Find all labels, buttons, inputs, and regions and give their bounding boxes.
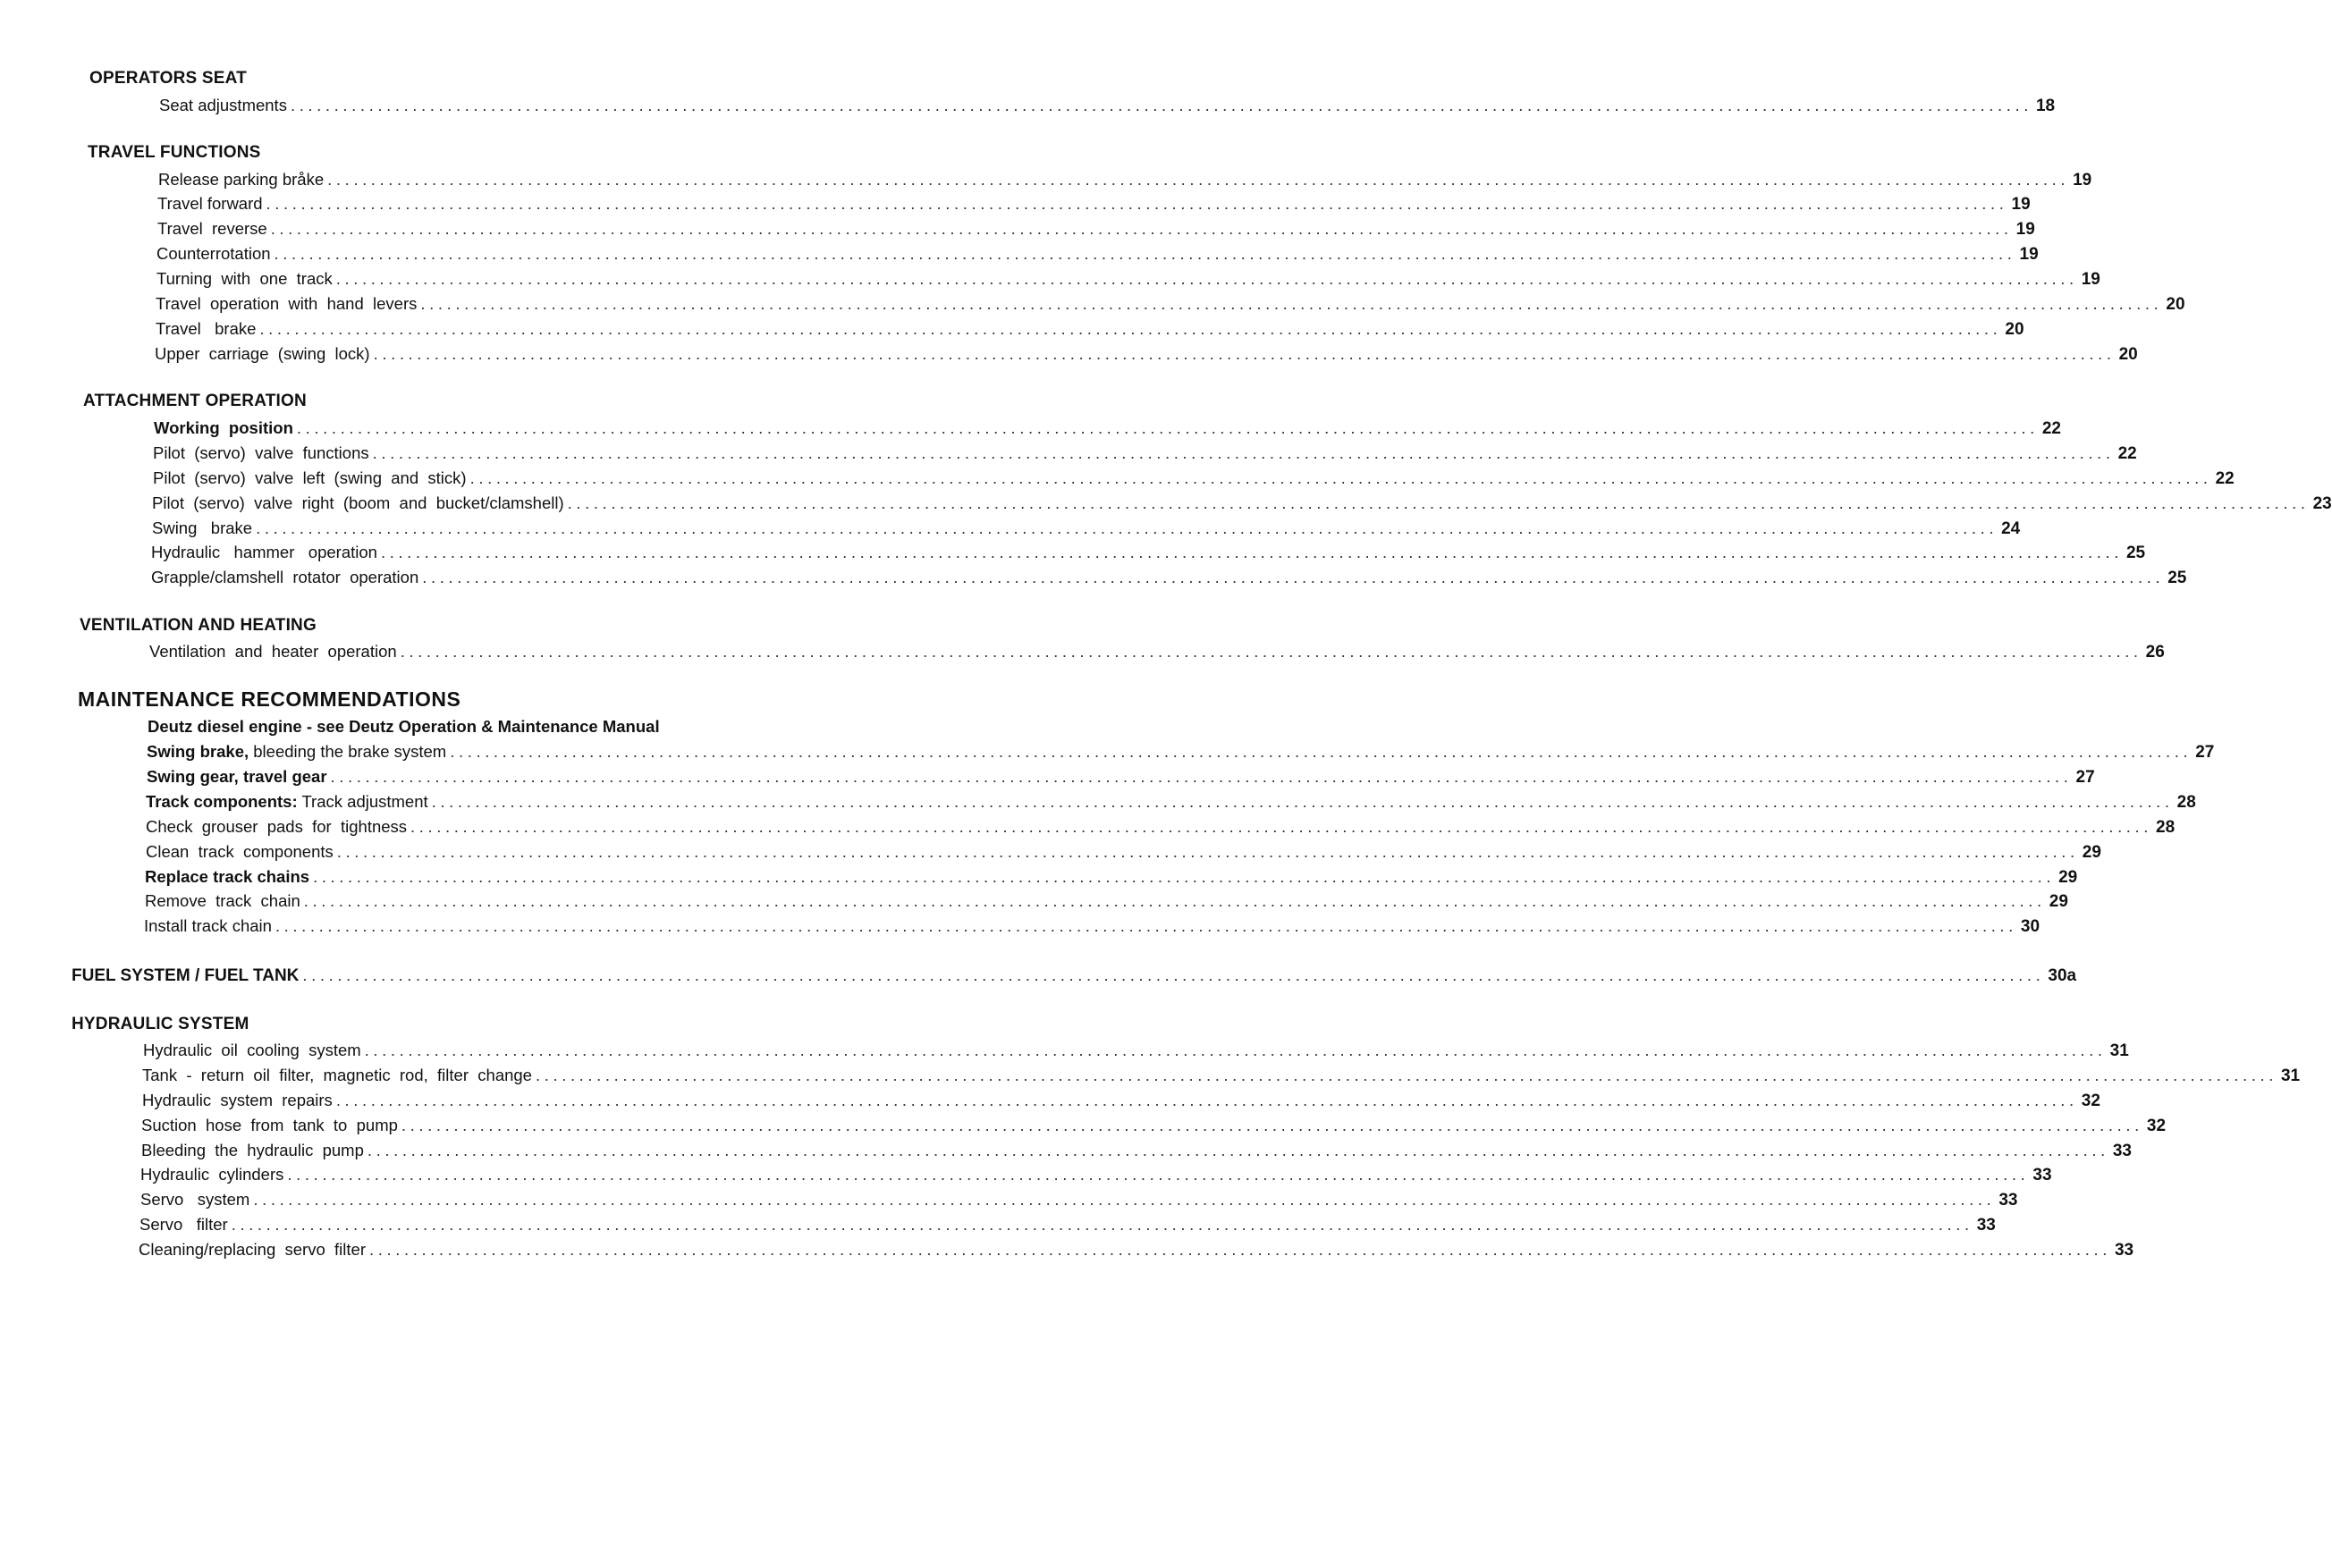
toc-entry[interactable] (152, 493, 2332, 515)
entry-page-number: 22 (2041, 419, 2061, 438)
toc-entry[interactable] (146, 792, 2196, 814)
entry-label: Hydraulic system repairs (142, 1091, 333, 1109)
toc-entry-fuel-system[interactable] (72, 965, 2077, 987)
deutz-manual-note: Deutz diesel engine - see Deutz Operation & Maintenance Manual (148, 717, 660, 736)
leader-dots: ........................................................................................................................................................................................................ (401, 1116, 2143, 1134)
leader-dots: ........................................................................................................................................................................................................ (259, 319, 2002, 338)
entry-label: Swing brake (152, 518, 253, 537)
toc-entry[interactable] (151, 568, 2187, 589)
entry-page-number: 30a (2048, 966, 2077, 985)
entry-page-number: 23 (2312, 494, 2332, 513)
toc-entry[interactable] (156, 319, 2024, 341)
leader-dots: ........................................................................................................................................................................................................ (253, 1190, 1996, 1209)
entry-page-number: 25 (2125, 544, 2146, 562)
leader-dots: ........................................................................................................................................................................................................ (266, 194, 2008, 213)
entry-label: Hydraulic oil cooling system (143, 1041, 361, 1059)
entry-page-number: 27 (2195, 743, 2215, 762)
section-heading-ventilation-heating: VENTILATION AND HEATING (80, 616, 317, 635)
toc-entry[interactable] (156, 269, 2100, 291)
entry-page-number: 19 (2015, 220, 2035, 239)
entry-label: Hydraulic cylinders (140, 1165, 284, 1184)
entry-page-number: 18 (2035, 97, 2056, 115)
toc-entry[interactable] (159, 96, 2056, 117)
leader-dots: ........................................................................................................................................................................................................ (302, 965, 2045, 984)
leader-dots: ........................................................................................................................................................................................................ (420, 294, 2163, 313)
toc-entry[interactable] (140, 1190, 2018, 1211)
leader-dots: ........................................................................................................................................................................................................ (336, 842, 2079, 861)
leader-dots: ........................................................................................................................................................................................................ (410, 817, 2153, 836)
leader-dots: ........................................................................................................................................................................................................ (275, 916, 2017, 935)
leader-dots: ........................................................................................................................................................................................................ (330, 767, 2073, 786)
entry-label: Tank - return oil filter, magnetic rod, filter change (142, 1066, 532, 1084)
entry-label: Hydraulic hammer operation (151, 543, 377, 561)
entry-page-number: 22 (2117, 444, 2137, 463)
leader-dots: ........................................................................................................................................................................................................ (369, 1240, 2111, 1259)
toc-entry[interactable] (158, 170, 2092, 191)
leader-dots: ........................................................................................................................................................................................................ (380, 543, 2123, 561)
toc-entry[interactable] (157, 219, 2035, 240)
entry-page-number: 25 (2167, 569, 2187, 587)
entry-label: Suction hose from tank to pump (141, 1116, 398, 1134)
leader-dots: ........................................................................................................................................................................................................ (303, 891, 2046, 910)
entry-label: Travel operation with hand levers (156, 294, 418, 313)
entry-label: Release parking bråke (158, 170, 325, 189)
leader-dots: ........................................................................................................................................................................................................ (400, 642, 2142, 661)
leader-dots: ........................................................................................................................................................................................................ (290, 96, 2032, 114)
entry-page-number: 29 (2082, 843, 2101, 862)
toc-entry[interactable] (146, 842, 2101, 864)
toc-entry[interactable] (140, 1165, 2052, 1186)
entry-page-number: 19 (2081, 270, 2100, 289)
entry-label-bold: Swing brake, (147, 742, 249, 761)
leader-dots: ........................................................................................................................................................................................................ (313, 867, 2056, 886)
entry-page-number: 19 (2073, 171, 2092, 190)
entry-page-number: 26 (2145, 643, 2165, 662)
leader-dots: ........................................................................................................................................................................................................ (274, 244, 2016, 263)
toc-entry[interactable] (152, 518, 2021, 540)
entry-page-number: 20 (2166, 295, 2185, 314)
toc-entry[interactable] (155, 344, 2138, 366)
entry-page-number: 31 (2109, 1041, 2129, 1060)
toc-entry[interactable] (139, 1215, 1996, 1236)
entry-label: Servo filter (139, 1215, 228, 1234)
entry-label (146, 792, 428, 812)
toc-entry[interactable] (141, 1116, 2167, 1137)
entry-label (147, 742, 446, 762)
entry-page-number: 20 (2118, 345, 2138, 364)
toc-entry[interactable] (146, 817, 2176, 839)
entry-label: Ventilation and heater operation (149, 642, 397, 661)
leader-dots: ........................................................................................................................................................................................................ (270, 219, 2013, 238)
toc-entry[interactable] (141, 1141, 2132, 1162)
toc-entry[interactable] (153, 443, 2137, 465)
entry-page-number: 27 (2075, 768, 2095, 787)
toc-entry[interactable] (145, 891, 2068, 913)
entry-label: Travel reverse (157, 219, 267, 238)
leader-dots: ........................................................................................................................................................................................................ (335, 1091, 2078, 1109)
leader-dots: ........................................................................................................................................................................................................ (256, 518, 1998, 537)
leader-dots: ........................................................................................................................................................................................................ (335, 269, 2078, 288)
entry-label-rest: Track adjustment (297, 792, 428, 811)
entry-page-number: 32 (2146, 1117, 2167, 1135)
entry-label: Seat adjustments (159, 96, 287, 114)
toc-entry[interactable] (153, 468, 2235, 490)
entry-label: Upper carriage (swing lock) (155, 344, 370, 363)
leader-dots: ........................................................................................................................................................................................................ (422, 568, 2165, 586)
entry-label-bold: Swing gear, travel gear (147, 767, 327, 786)
toc-entry[interactable] (144, 916, 2040, 938)
entry-page-number: 33 (2112, 1142, 2132, 1160)
toc-entry[interactable] (157, 194, 2031, 215)
toc-entry[interactable] (145, 867, 2078, 889)
leader-dots: ........................................................................................................................................................................................................ (367, 1141, 2109, 1159)
entry-page-number: 33 (2114, 1241, 2134, 1260)
entry-label: Pilot (servo) valve left (swing and stick) (153, 468, 467, 487)
entry-label: Cleaning/replacing servo filter (139, 1240, 366, 1259)
entry-label-bold: Track components: (146, 792, 298, 811)
section-heading-attachment-operation: ATTACHMENT OPERATION (83, 392, 307, 410)
entry-label: Remove track chain (145, 891, 300, 910)
entry-page-number: 20 (2005, 320, 2024, 339)
entry-page-number: 33 (2032, 1166, 2052, 1184)
entry-label: Clean track components (146, 842, 334, 861)
leader-dots: ........................................................................................................................................................................................................ (296, 418, 2039, 437)
entry-page-number: 33 (1998, 1191, 2018, 1210)
entry-page-number: 22 (2215, 469, 2235, 488)
entry-page-number: 33 (1976, 1216, 1996, 1235)
leader-dots: ........................................................................................................................................................................................................ (287, 1165, 2030, 1184)
entry-page-number: 29 (2058, 868, 2078, 887)
entry-label: Travel brake (156, 319, 257, 338)
entry-label: Counterrotation (156, 244, 271, 263)
entry-label: Check grouser pads for tightness (146, 817, 408, 836)
entry-label: Grapple/clamshell rotator operation (151, 568, 419, 586)
leader-dots: ........................................................................................................................................................................................................ (469, 468, 2212, 487)
entry-page-number: 30 (2020, 917, 2040, 936)
entry-label (145, 867, 309, 887)
leader-dots: ........................................................................................................................................................................................................ (567, 493, 2310, 512)
toc-entry[interactable] (147, 767, 2095, 788)
leader-dots: ........................................................................................................................................................................................................ (372, 443, 2115, 462)
entry-label: Servo system (140, 1190, 250, 1209)
section-heading-fuel-system: FUEL SYSTEM / FUEL TANK (72, 966, 300, 985)
leader-dots: ........................................................................................................................................................................................................ (364, 1041, 2107, 1059)
toc-entry[interactable] (139, 1240, 2134, 1261)
toc-entry[interactable] (154, 418, 2061, 440)
leader-dots: ........................................................................................................................................................................................................ (231, 1215, 1973, 1234)
entry-page-number: 32 (2081, 1092, 2100, 1110)
leader-dots: ........................................................................................................................................................................................................ (373, 344, 2116, 363)
section-heading-operators-seat: OPERATORS SEAT (89, 69, 247, 88)
leader-dots: ........................................................................................................................................................................................................ (535, 1066, 2277, 1084)
entry-label: Working position (154, 418, 293, 437)
entry-page-number: 31 (2280, 1066, 2301, 1085)
entry-page-number: 19 (2019, 245, 2039, 264)
entry-page-number: 28 (2156, 818, 2176, 837)
toc-entry[interactable] (156, 294, 2185, 316)
toc-entry[interactable] (149, 642, 2165, 663)
entry-page-number: 29 (2049, 892, 2068, 911)
entry-label: Bleeding the hydraulic pump (141, 1141, 364, 1159)
toc-entry[interactable] (156, 244, 2039, 266)
toc-entry[interactable] (147, 742, 2215, 763)
entry-page-number: 19 (2011, 195, 2031, 214)
entry-label: Install track chain (144, 916, 272, 935)
section-heading-hydraulic-system: HYDRAULIC SYSTEM (72, 1015, 249, 1033)
toc-entry[interactable] (142, 1066, 2301, 1087)
entry-label (147, 767, 327, 787)
entry-label: Pilot (servo) valve functions (153, 443, 369, 462)
toc-entry[interactable] (151, 543, 2146, 564)
leader-dots: ........................................................................................................................................................................................................ (450, 742, 2193, 761)
toc-entry[interactable] (142, 1091, 2100, 1112)
section-heading-travel-functions: TRAVEL FUNCTIONS (88, 143, 261, 162)
section-heading-maintenance: MAINTENANCE RECOMMENDATIONS (78, 687, 461, 711)
entry-label-rest: bleeding the brake system (249, 742, 447, 761)
entry-label-bold: Replace track chains (145, 867, 310, 886)
entry-page-number: 28 (2176, 793, 2196, 812)
entry-label: Travel forward (157, 194, 263, 213)
entry-label: Pilot (servo) valve right (boom and bucket/clamshell) (152, 493, 564, 512)
entry-page-number: 24 (2001, 519, 2021, 538)
leader-dots: ........................................................................................................................................................................................................ (431, 792, 2174, 811)
entry-label: Turning with one track (156, 269, 333, 288)
toc-entry[interactable] (143, 1041, 2129, 1062)
leader-dots: ........................................................................................................................................................................................................ (327, 170, 2070, 189)
